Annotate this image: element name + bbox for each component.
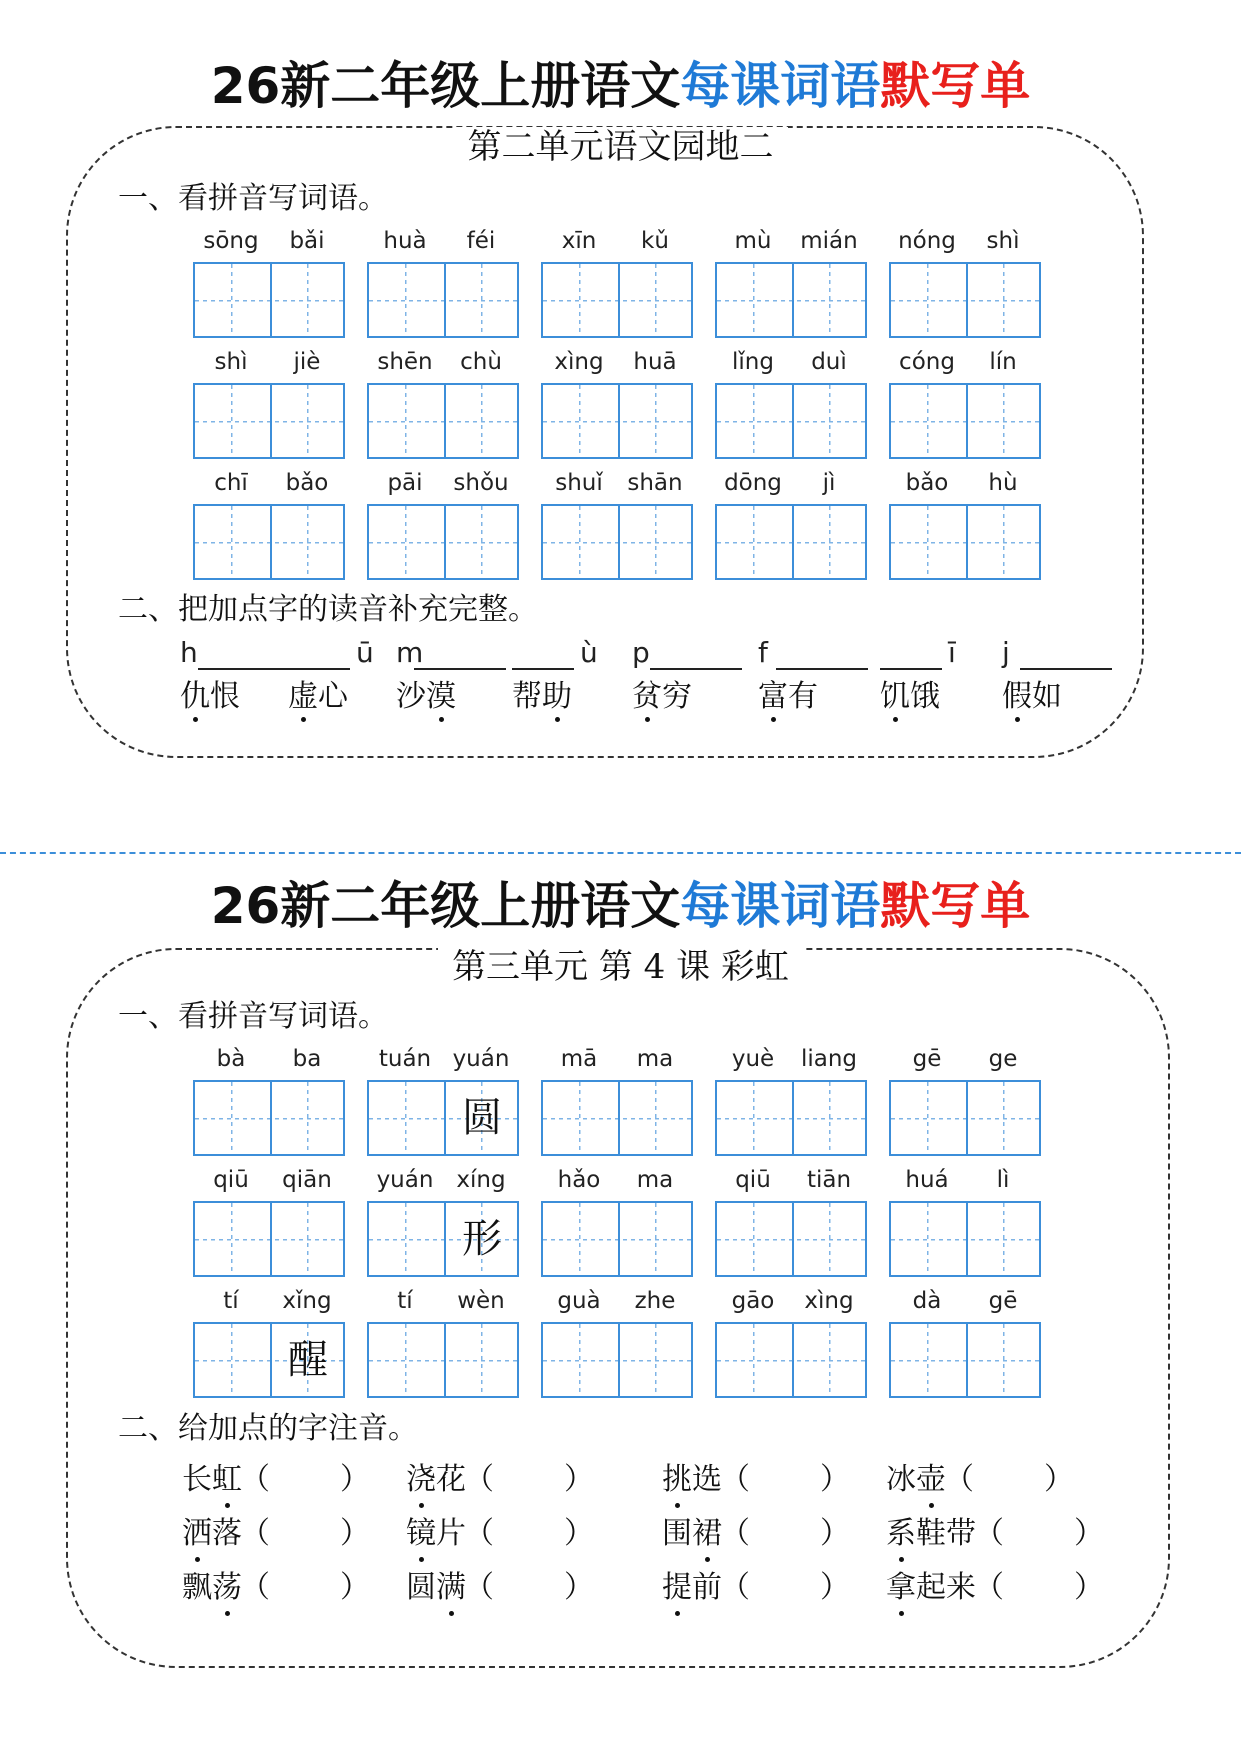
target-word (406, 1570, 466, 1605)
pinyin-label: tuán (378, 1046, 432, 1072)
tianzige-box[interactable] (889, 504, 1041, 580)
tianzige-box[interactable] (367, 1080, 519, 1156)
word-character: 恨 (210, 679, 240, 714)
worksheet-1 (0, 0, 1241, 800)
target-word (182, 1462, 242, 1497)
pinyin-label: xíng (456, 1167, 506, 1193)
pinyin-label: ba (292, 1046, 322, 1072)
word-character: 帮 (512, 679, 542, 714)
pinyin-label: gāo (731, 1288, 775, 1314)
tianzige-box[interactable] (715, 383, 867, 459)
unit-subtitle-text: 第二单元语文园地二 (454, 127, 788, 167)
title-part-red: 默写单 (880, 877, 1031, 935)
pinyin-label: tiān (806, 1167, 852, 1193)
tianzige-box[interactable] (541, 262, 693, 338)
section-heading-pinyin: 一、看拼音写词语。 (118, 999, 388, 1034)
pinyin-label: gē (912, 1046, 942, 1072)
paren-close: ） (340, 1570, 370, 1605)
paren-open: （ (974, 1570, 1004, 1605)
word-character: 有 (788, 679, 818, 714)
tianzige-box[interactable] (715, 1322, 867, 1398)
annotate-item (182, 1512, 422, 1556)
answer-blank[interactable] (758, 636, 868, 670)
tianzige-box[interactable] (193, 1322, 345, 1398)
word-character: 落 (212, 1516, 242, 1551)
answer-blank[interactable] (288, 636, 398, 670)
annotate-item (182, 1458, 422, 1502)
tianzige-box[interactable] (541, 1322, 693, 1398)
fill-item (632, 636, 752, 716)
pinyin-label: hù (988, 470, 1018, 496)
tianzige-box[interactable] (541, 504, 693, 580)
blank-line (1020, 668, 1112, 670)
target-word (180, 678, 240, 716)
title-part-black: 26新二年级上册语文 (210, 57, 681, 115)
word-item (541, 1286, 693, 1406)
word-item (715, 1286, 867, 1406)
pinyin-label: huá (905, 1167, 949, 1193)
paren-open: （ (240, 1516, 270, 1551)
word-character: 飘 (182, 1570, 212, 1605)
word-character: 裙 (692, 1512, 722, 1556)
title-part-red: 默写单 (880, 57, 1031, 115)
annotate-item (886, 1512, 1126, 1556)
paren-close: ） (820, 1462, 850, 1497)
tianzige-box[interactable] (889, 383, 1041, 459)
word-character: 花 (436, 1462, 466, 1497)
pinyin-initial: j (1002, 636, 1010, 669)
paren-close: ） (1074, 1570, 1104, 1605)
pinyin-label: mián (800, 228, 858, 254)
blank-line (776, 668, 868, 670)
pinyin-label: ma (636, 1046, 674, 1072)
tianzige-box[interactable] (193, 1201, 345, 1277)
word-character: 浇 (406, 1458, 436, 1502)
pinyin-label: féi (466, 228, 496, 254)
fill-item (512, 636, 632, 716)
word-item (715, 1165, 867, 1285)
answer-blank[interactable] (496, 1458, 566, 1498)
word-character: 助 (542, 679, 572, 714)
paren-open: （ (720, 1516, 750, 1551)
tianzige-box[interactable] (889, 1322, 1041, 1398)
word-character: 贫 (632, 679, 662, 714)
answer-blank[interactable] (180, 636, 290, 670)
annotate-item (406, 1512, 646, 1556)
pinyin-initial: f (758, 636, 768, 669)
paren-close: ） (340, 1462, 370, 1497)
word-character: 虚 (288, 679, 318, 714)
pinyin-label: shān (627, 470, 683, 496)
answer-blank[interactable] (752, 1458, 822, 1498)
pinyin-label: wèn (457, 1288, 505, 1314)
pinyin-final: ù (580, 636, 598, 669)
answer-blank[interactable] (1006, 1512, 1076, 1552)
word-character: 漠 (426, 679, 456, 714)
title-part-blue: 每课词语 (680, 877, 881, 935)
answer-blank[interactable] (512, 636, 622, 670)
pinyin-label: xǐng (282, 1288, 332, 1314)
pinyin-initial: m (396, 636, 424, 669)
word-character: 选 (692, 1462, 722, 1497)
word-item (193, 347, 345, 467)
pinyin-label: jiè (293, 349, 321, 375)
word-item (193, 1165, 345, 1285)
pinyin-label: pāi (387, 470, 423, 496)
fill-item (396, 636, 516, 716)
pinyin-initial: p (632, 636, 650, 669)
word-character: 虹 (212, 1458, 242, 1502)
annotate-item (886, 1458, 1126, 1502)
word-item (715, 226, 867, 346)
pinyin-label: chù (460, 349, 502, 375)
section-heading-annotate: 二、给加点的字注音。 (118, 1411, 418, 1446)
word-item (367, 1044, 519, 1164)
pinyin-label: bǎo (905, 470, 949, 496)
word-item (541, 1044, 693, 1164)
answer-blank[interactable] (632, 636, 742, 670)
tianzige-box[interactable] (889, 1201, 1041, 1277)
tianzige-box[interactable] (193, 504, 345, 580)
pinyin-label: sōng (203, 228, 259, 254)
pinyin-label: kǔ (641, 228, 669, 254)
target-word (406, 1516, 466, 1551)
fill-item (288, 636, 408, 716)
pinyin-label: guà (557, 1288, 601, 1314)
tianzige-box[interactable] (715, 1201, 867, 1277)
pinyin-label: yuán (376, 1167, 434, 1193)
pinyin-label: dà (912, 1288, 942, 1314)
tianzige-box[interactable] (889, 262, 1041, 338)
word-character: 心 (318, 679, 348, 714)
word-character: 起 (916, 1570, 946, 1605)
word-character: 满 (436, 1566, 466, 1610)
answer-blank[interactable] (1006, 1566, 1076, 1606)
pinyin-label: yuè (731, 1046, 775, 1072)
title-part-black: 26新二年级上册语文 (210, 877, 681, 935)
tianzige-box[interactable] (367, 262, 519, 338)
pinyin-label: bǎi (289, 228, 325, 254)
word-item (541, 1165, 693, 1285)
annotate-item (662, 1512, 902, 1556)
word-character: 系 (886, 1512, 916, 1556)
tianzige-box[interactable] (367, 504, 519, 580)
lesson-subtitle (0, 946, 1241, 988)
worksheet-title (0, 876, 1241, 936)
tianzige-box[interactable] (193, 262, 345, 338)
blank-line (414, 668, 506, 670)
word-character: 圆 (406, 1570, 436, 1605)
pinyin-label: huā (633, 349, 677, 375)
paren-open: （ (720, 1570, 750, 1605)
tianzige-box[interactable] (715, 1080, 867, 1156)
answer-blank[interactable] (272, 1512, 342, 1552)
given-character: 醒 (288, 1337, 328, 1383)
tianzige-box[interactable] (541, 383, 693, 459)
tianzige-box[interactable] (541, 1201, 693, 1277)
pinyin-label: shì (214, 349, 248, 375)
blank-line (880, 668, 942, 670)
answer-blank[interactable] (752, 1512, 822, 1552)
answer-blank[interactable] (496, 1512, 566, 1552)
fill-item (1002, 636, 1122, 716)
target-word (512, 678, 572, 716)
answer-blank[interactable] (396, 636, 506, 670)
pinyin-label: xìng (804, 1288, 854, 1314)
word-character: 饿 (910, 679, 940, 714)
word-item (889, 1286, 1041, 1406)
word-character: 片 (436, 1516, 466, 1551)
target-word (406, 1462, 466, 1497)
pinyin-final: ū (356, 636, 374, 669)
word-item (715, 1044, 867, 1164)
pinyin-initial: h (180, 636, 198, 669)
answer-blank[interactable] (496, 1566, 566, 1606)
word-item (367, 347, 519, 467)
worksheet-title (0, 56, 1241, 116)
tianzige-box[interactable] (889, 1080, 1041, 1156)
pinyin-label: nóng (898, 228, 956, 254)
word-character: 镜 (406, 1512, 436, 1556)
pinyin-label: tí (223, 1288, 239, 1314)
pinyin-label: qiū (735, 1167, 771, 1193)
paren-open: （ (240, 1570, 270, 1605)
word-item (367, 1165, 519, 1285)
answer-blank[interactable] (272, 1458, 342, 1498)
pinyin-label: mù (734, 228, 772, 254)
worksheet-2 (0, 830, 1241, 1740)
target-word (1002, 678, 1062, 716)
tianzige-box[interactable] (367, 383, 519, 459)
paren-open: （ (464, 1462, 494, 1497)
section-heading-pinyin: 一、看拼音写词语。 (118, 181, 388, 216)
pinyin-label: yuán (452, 1046, 510, 1072)
pinyin-label: gē (988, 1288, 1018, 1314)
word-character: 洒 (182, 1512, 212, 1556)
word-character: 冰 (886, 1462, 916, 1497)
fill-item (758, 636, 878, 716)
word-character: 壶 (916, 1458, 946, 1502)
word-item (193, 1286, 345, 1406)
pinyin-label: zhe (634, 1288, 676, 1314)
target-word (662, 1570, 722, 1605)
annotate-item (886, 1566, 1126, 1610)
word-item (193, 1044, 345, 1164)
word-item (367, 1286, 519, 1406)
title-part-blue: 每课词语 (680, 57, 881, 115)
pinyin-label: duì (811, 349, 847, 375)
pinyin-label: liang (800, 1046, 858, 1072)
paren-open: （ (944, 1462, 974, 1497)
word-item (889, 347, 1041, 467)
pinyin-label: bǎo (285, 470, 329, 496)
blank-line (198, 668, 290, 670)
paren-close: ） (564, 1570, 594, 1605)
target-word (288, 678, 348, 716)
given-character: 圆 (462, 1095, 502, 1141)
tianzige-box[interactable] (193, 1080, 345, 1156)
word-item (889, 1165, 1041, 1285)
paren-close: ） (1044, 1462, 1074, 1497)
word-character: 来 (946, 1570, 976, 1605)
target-word (182, 1570, 242, 1605)
blank-line (288, 668, 350, 670)
pinyin-label: chī (214, 470, 248, 496)
pinyin-label: qiū (213, 1167, 249, 1193)
paren-close: ） (564, 1462, 594, 1497)
pinyin-label: shì (986, 228, 1020, 254)
paren-close: ） (820, 1516, 850, 1551)
word-character: 饥 (880, 679, 910, 714)
word-character: 提 (662, 1566, 692, 1610)
fill-item (180, 636, 300, 716)
pinyin-label: ge (988, 1046, 1018, 1072)
word-character: 荡 (212, 1566, 242, 1610)
section-heading-fill: 二、把加点字的读音补充完整。 (118, 592, 538, 627)
paren-close: ） (1074, 1516, 1104, 1551)
paren-open: （ (720, 1462, 750, 1497)
answer-blank[interactable] (272, 1566, 342, 1606)
paren-open: （ (464, 1570, 494, 1605)
blank-line (512, 668, 574, 670)
unit-subtitle (0, 126, 1241, 168)
pinyin-label: cóng (899, 349, 955, 375)
pinyin-label: lì (996, 1167, 1010, 1193)
annotate-item (662, 1458, 902, 1502)
pinyin-label: tí (397, 1288, 413, 1314)
word-character: 仇 (180, 679, 210, 714)
word-character: 富 (758, 679, 788, 714)
pinyin-label: shuǐ (555, 470, 603, 496)
word-item (541, 347, 693, 467)
annotate-item (182, 1566, 422, 1610)
word-character: 带 (946, 1516, 976, 1551)
blank-line (650, 668, 742, 670)
answer-blank[interactable] (752, 1566, 822, 1606)
target-word (662, 1516, 722, 1551)
target-word (632, 678, 692, 716)
word-item (193, 468, 345, 588)
pinyin-label: dōng (724, 470, 782, 496)
tianzige-box[interactable] (541, 1080, 693, 1156)
word-character: 围 (662, 1516, 692, 1551)
pinyin-label: shēn (377, 349, 433, 375)
fill-item (880, 636, 1000, 716)
target-word (886, 1570, 976, 1605)
target-word (886, 1462, 946, 1497)
pinyin-label: ma (636, 1167, 674, 1193)
tianzige-box[interactable] (715, 504, 867, 580)
given-character: 形 (462, 1216, 502, 1262)
word-item (541, 468, 693, 588)
word-item (367, 468, 519, 588)
pinyin-label: bà (216, 1046, 246, 1072)
paren-close: ） (340, 1516, 370, 1551)
word-item (193, 226, 345, 346)
pinyin-final: ī (948, 636, 956, 669)
word-item (889, 226, 1041, 346)
word-item (715, 468, 867, 588)
tianzige-box[interactable] (715, 262, 867, 338)
target-word (662, 1462, 722, 1497)
target-word (758, 678, 818, 716)
answer-blank[interactable] (976, 1458, 1046, 1498)
tianzige-box[interactable] (367, 1201, 519, 1277)
word-item (541, 226, 693, 346)
word-character: 拿 (886, 1566, 916, 1610)
word-character: 穷 (662, 679, 692, 714)
pinyin-label: shǒu (453, 470, 509, 496)
paren-close: ） (564, 1516, 594, 1551)
pinyin-label: lǐng (732, 349, 774, 375)
pinyin-label: xìng (554, 349, 604, 375)
pinyin-label: xīn (561, 228, 597, 254)
target-word (396, 678, 456, 716)
pinyin-label: mā (560, 1046, 598, 1072)
annotate-item (406, 1566, 646, 1610)
word-item (715, 347, 867, 467)
target-word (886, 1516, 976, 1551)
target-word (182, 1516, 242, 1551)
tianzige-box[interactable] (193, 383, 345, 459)
word-item (367, 226, 519, 346)
pinyin-label: huà (383, 228, 427, 254)
pinyin-label: jì (822, 470, 836, 496)
word-item (889, 468, 1041, 588)
tianzige-box[interactable] (367, 1322, 519, 1398)
word-character: 沙 (396, 679, 426, 714)
word-character: 挑 (662, 1458, 692, 1502)
pinyin-label: qiān (282, 1167, 332, 1193)
pinyin-label: hǎo (557, 1167, 601, 1193)
paren-open: （ (974, 1516, 1004, 1551)
paren-open: （ (240, 1462, 270, 1497)
word-character: 前 (692, 1570, 722, 1605)
annotate-item (662, 1566, 902, 1610)
word-item (889, 1044, 1041, 1164)
target-word (880, 678, 940, 716)
word-character: 鞋 (916, 1516, 946, 1551)
word-character: 长 (182, 1462, 212, 1497)
answer-blank[interactable] (1002, 636, 1112, 670)
pinyin-label: lín (989, 349, 1017, 375)
answer-blank[interactable] (880, 636, 990, 670)
annotate-item (406, 1458, 646, 1502)
lesson-subtitle-text: 第三单元 第 4 课 彩虹 (438, 947, 803, 987)
word-character: 假 (1002, 679, 1032, 714)
word-character: 如 (1032, 679, 1062, 714)
paren-open: （ (464, 1516, 494, 1551)
paren-close: ） (820, 1570, 850, 1605)
